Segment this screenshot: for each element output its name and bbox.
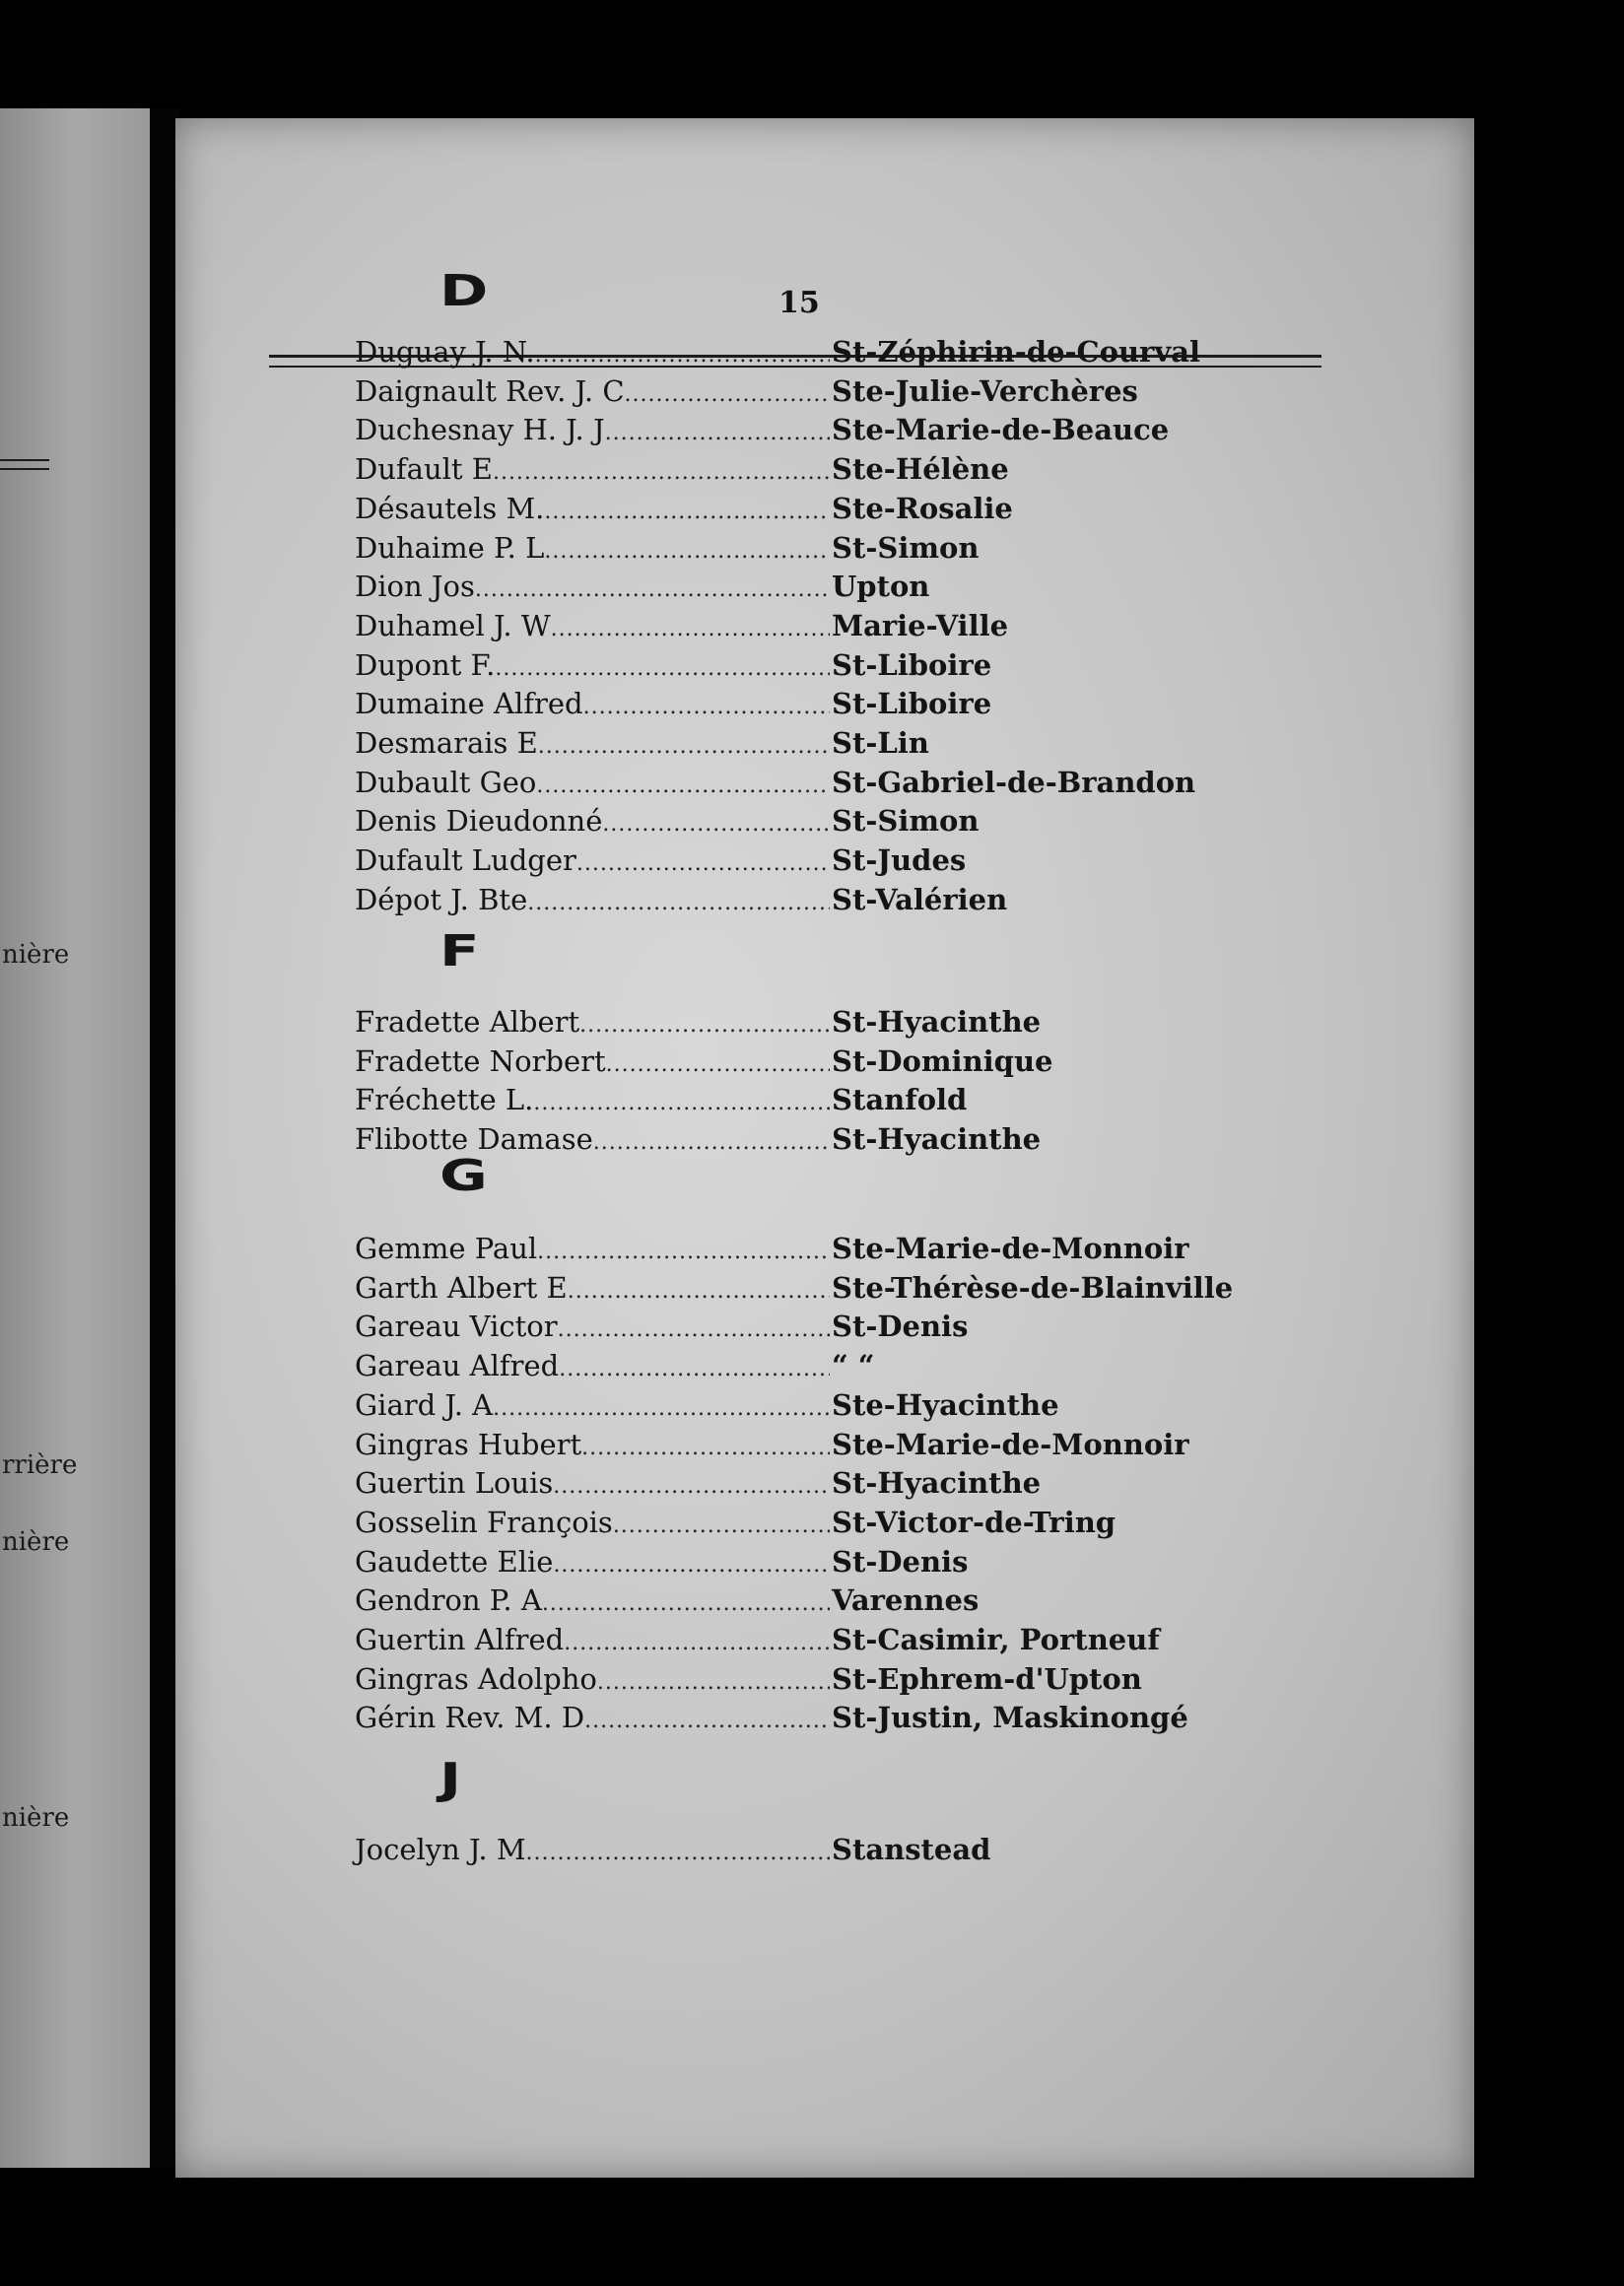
directory-entry bbox=[355, 1505, 1116, 1541]
section-letter: F bbox=[440, 926, 480, 976]
directory-entry bbox=[355, 843, 967, 879]
entry-place: Ste-Rosalie bbox=[832, 491, 1013, 525]
entry-place: Varennes bbox=[832, 1583, 980, 1618]
entry-name: Daignault Rev. J. C bbox=[355, 373, 625, 408]
dot-leader bbox=[553, 1553, 830, 1578]
dot-leader bbox=[579, 1013, 830, 1038]
dot-leader bbox=[564, 1631, 830, 1655]
entry-place: Ste-Marie-de-Monnoir bbox=[832, 1232, 1189, 1265]
section-letter: G bbox=[440, 1151, 488, 1201]
directory-entry bbox=[355, 765, 1196, 801]
entry-place: St-Liboire bbox=[832, 647, 992, 682]
entry-place: Stanfold bbox=[832, 1083, 968, 1117]
directory-entry bbox=[355, 1466, 1042, 1502]
dot-leader bbox=[495, 656, 830, 681]
dot-leader bbox=[605, 421, 830, 445]
dot-leader bbox=[583, 695, 830, 719]
directory-entry bbox=[355, 1270, 1234, 1307]
directory-entry bbox=[355, 882, 1008, 918]
directory-entry bbox=[355, 1043, 1053, 1080]
directory-entry bbox=[355, 491, 1013, 527]
entry-place: St-Judes bbox=[832, 843, 967, 878]
entry-place: St-Ephrem-d'Upton bbox=[832, 1661, 1142, 1696]
entry-place: “ “ bbox=[832, 1349, 875, 1383]
directory-entry bbox=[355, 1083, 968, 1118]
entry-name: Gingras Hubert bbox=[355, 1427, 582, 1461]
entry-place: Ste-Julie-Verchères bbox=[832, 373, 1138, 408]
entry-name: Denis Dieudonné bbox=[355, 804, 603, 839]
entry-place: St-Hyacinthe bbox=[832, 1122, 1042, 1157]
entry-name: Gaudette Elie bbox=[355, 1544, 554, 1579]
entry-place: St-Hyacinthe bbox=[832, 1005, 1042, 1039]
entry-place: St-Liboire bbox=[832, 687, 992, 721]
entry-name: Duhaime P. L bbox=[355, 530, 545, 565]
directory-entry bbox=[355, 726, 929, 762]
dot-leader bbox=[559, 1357, 830, 1381]
directory-entry bbox=[355, 1661, 1142, 1698]
directory-entry bbox=[355, 1232, 1189, 1267]
dot-leader bbox=[536, 773, 830, 798]
entry-place: Ste-Hélène bbox=[832, 452, 1009, 487]
directory-entry bbox=[355, 1701, 1188, 1736]
entry-name: Dion Jos bbox=[355, 570, 475, 604]
entry-name: Jocelyn J. M bbox=[355, 1833, 526, 1866]
entry-name: Guertin Louis bbox=[355, 1466, 554, 1501]
directory-entry bbox=[355, 373, 1138, 410]
entry-name: Dubault Geo bbox=[355, 765, 537, 799]
document-page bbox=[175, 118, 1474, 2178]
previous-page-fragment: nière bbox=[2, 1527, 70, 1557]
dot-leader bbox=[493, 460, 830, 485]
entry-name: Dumaine Alfred bbox=[355, 687, 583, 721]
entry-place: St-Simon bbox=[832, 804, 980, 839]
dot-leader bbox=[553, 1474, 830, 1499]
directory-entry bbox=[355, 1623, 1160, 1658]
directory-entry bbox=[355, 570, 930, 605]
entry-name: Gemme Paul bbox=[355, 1232, 538, 1265]
dot-leader bbox=[581, 1436, 830, 1460]
directory-entry bbox=[355, 413, 1170, 448]
dot-leader bbox=[584, 1709, 830, 1733]
entry-place: St-Casimir, Portneuf bbox=[832, 1623, 1160, 1656]
entry-name: Gendron P. A bbox=[355, 1583, 542, 1618]
entry-place: Stanstead bbox=[832, 1833, 991, 1866]
entry-name: Duchesnay H. J. J bbox=[355, 413, 605, 447]
entry-name: Dufault E bbox=[355, 452, 493, 487]
entry-place: St-Gabriel-de-Brandon bbox=[832, 765, 1196, 799]
entry-place: Ste-Hyacinthe bbox=[832, 1387, 1059, 1422]
directory-entry bbox=[355, 1005, 1042, 1041]
dot-leader bbox=[526, 1841, 830, 1865]
entry-name: Duguay J. N. bbox=[355, 335, 535, 369]
dot-leader bbox=[533, 1091, 830, 1115]
entry-name: Gérin Rev. M. D bbox=[355, 1701, 585, 1735]
directory-entry bbox=[355, 1310, 969, 1345]
entry-place: Ste-Marie-de-Monnoir bbox=[832, 1427, 1189, 1461]
entry-place: St-Simon bbox=[832, 530, 980, 565]
entry-name: Duhamel J. W bbox=[355, 608, 551, 642]
page-number: 15 bbox=[778, 286, 820, 320]
entry-place: St-Denis bbox=[832, 1310, 969, 1344]
entry-name: Dufault Ludger bbox=[355, 843, 576, 878]
previous-page-edge bbox=[0, 108, 150, 2168]
entry-name: Garth Albert E bbox=[355, 1270, 568, 1305]
dot-leader bbox=[544, 500, 830, 524]
dot-leader bbox=[527, 891, 830, 915]
entry-place: St-Justin, Maskinongé bbox=[832, 1701, 1188, 1735]
directory-entry bbox=[355, 1583, 980, 1619]
previous-page-fragment: nière bbox=[2, 1803, 70, 1833]
entry-name: Guertin Alfred bbox=[355, 1623, 565, 1656]
dot-leader bbox=[475, 577, 830, 602]
entry-name: Giard J. A bbox=[355, 1387, 494, 1422]
dot-leader bbox=[568, 1279, 830, 1304]
entry-name: Dépot J. Bte bbox=[355, 882, 528, 916]
entry-place: Ste-Thérèse-de-Blainville bbox=[832, 1270, 1234, 1305]
dot-leader bbox=[544, 539, 830, 564]
entry-name: Fréchette L. bbox=[355, 1083, 534, 1117]
directory-entry bbox=[355, 530, 980, 567]
dot-leader bbox=[625, 382, 830, 407]
entry-place: St-Dominique bbox=[832, 1043, 1053, 1078]
dot-leader bbox=[597, 1670, 830, 1695]
directory-entry bbox=[355, 608, 1009, 644]
entry-name: Fradette Norbert bbox=[355, 1043, 606, 1078]
dot-leader bbox=[551, 617, 830, 641]
entry-name: Fradette Albert bbox=[355, 1005, 580, 1039]
entry-name: Gingras Adolpho bbox=[355, 1661, 597, 1696]
previous-page-rule bbox=[0, 459, 49, 470]
dot-leader bbox=[535, 343, 830, 368]
entry-place: St-Zéphirin-de-Courval bbox=[832, 335, 1200, 369]
directory-entry bbox=[355, 1387, 1059, 1424]
dot-leader bbox=[606, 1052, 830, 1077]
dot-leader bbox=[493, 1396, 830, 1421]
entry-name: Desmarais E bbox=[355, 726, 538, 760]
entry-name: Gareau Alfred bbox=[355, 1349, 560, 1383]
section-letter: D bbox=[440, 266, 489, 316]
directory-entry bbox=[355, 1833, 991, 1868]
entry-name: Désautels M. bbox=[355, 491, 545, 525]
dot-leader bbox=[542, 1591, 830, 1616]
entry-place: St-Lin bbox=[832, 726, 929, 760]
dot-leader bbox=[593, 1130, 830, 1155]
entry-place: St-Valérien bbox=[832, 882, 1008, 916]
previous-page-fragment: nière bbox=[2, 940, 70, 970]
entry-place: St-Victor-de-Tring bbox=[832, 1505, 1116, 1539]
dot-leader bbox=[558, 1317, 830, 1342]
previous-page-fragment: rrière bbox=[2, 1450, 78, 1480]
dot-leader bbox=[576, 851, 830, 876]
dot-leader bbox=[613, 1513, 830, 1538]
entry-name: Flibotte Damase bbox=[355, 1122, 593, 1157]
directory-entry bbox=[355, 452, 1009, 488]
entry-name: Dupont F. bbox=[355, 647, 496, 682]
entry-place: St-Hyacinthe bbox=[832, 1466, 1042, 1501]
directory-entry bbox=[355, 647, 992, 684]
directory-entry bbox=[355, 1544, 969, 1580]
dot-leader bbox=[537, 1240, 830, 1264]
entry-place: St-Denis bbox=[832, 1544, 969, 1579]
entry-name: Gosselin François bbox=[355, 1505, 613, 1539]
directory-entry bbox=[355, 1427, 1189, 1463]
entry-place: Marie-Ville bbox=[832, 608, 1009, 642]
directory-entry bbox=[355, 1122, 1042, 1158]
directory-entry bbox=[355, 1349, 875, 1384]
dot-leader bbox=[602, 812, 830, 837]
entry-name: Gareau Victor bbox=[355, 1310, 558, 1344]
section-letter: J bbox=[440, 1754, 462, 1804]
entry-place: Ste-Marie-de-Beauce bbox=[832, 413, 1170, 447]
directory-entry bbox=[355, 687, 992, 722]
directory-entry bbox=[355, 335, 1200, 370]
dot-leader bbox=[538, 734, 830, 759]
entry-place: Upton bbox=[832, 570, 930, 604]
directory-entry bbox=[355, 804, 980, 840]
